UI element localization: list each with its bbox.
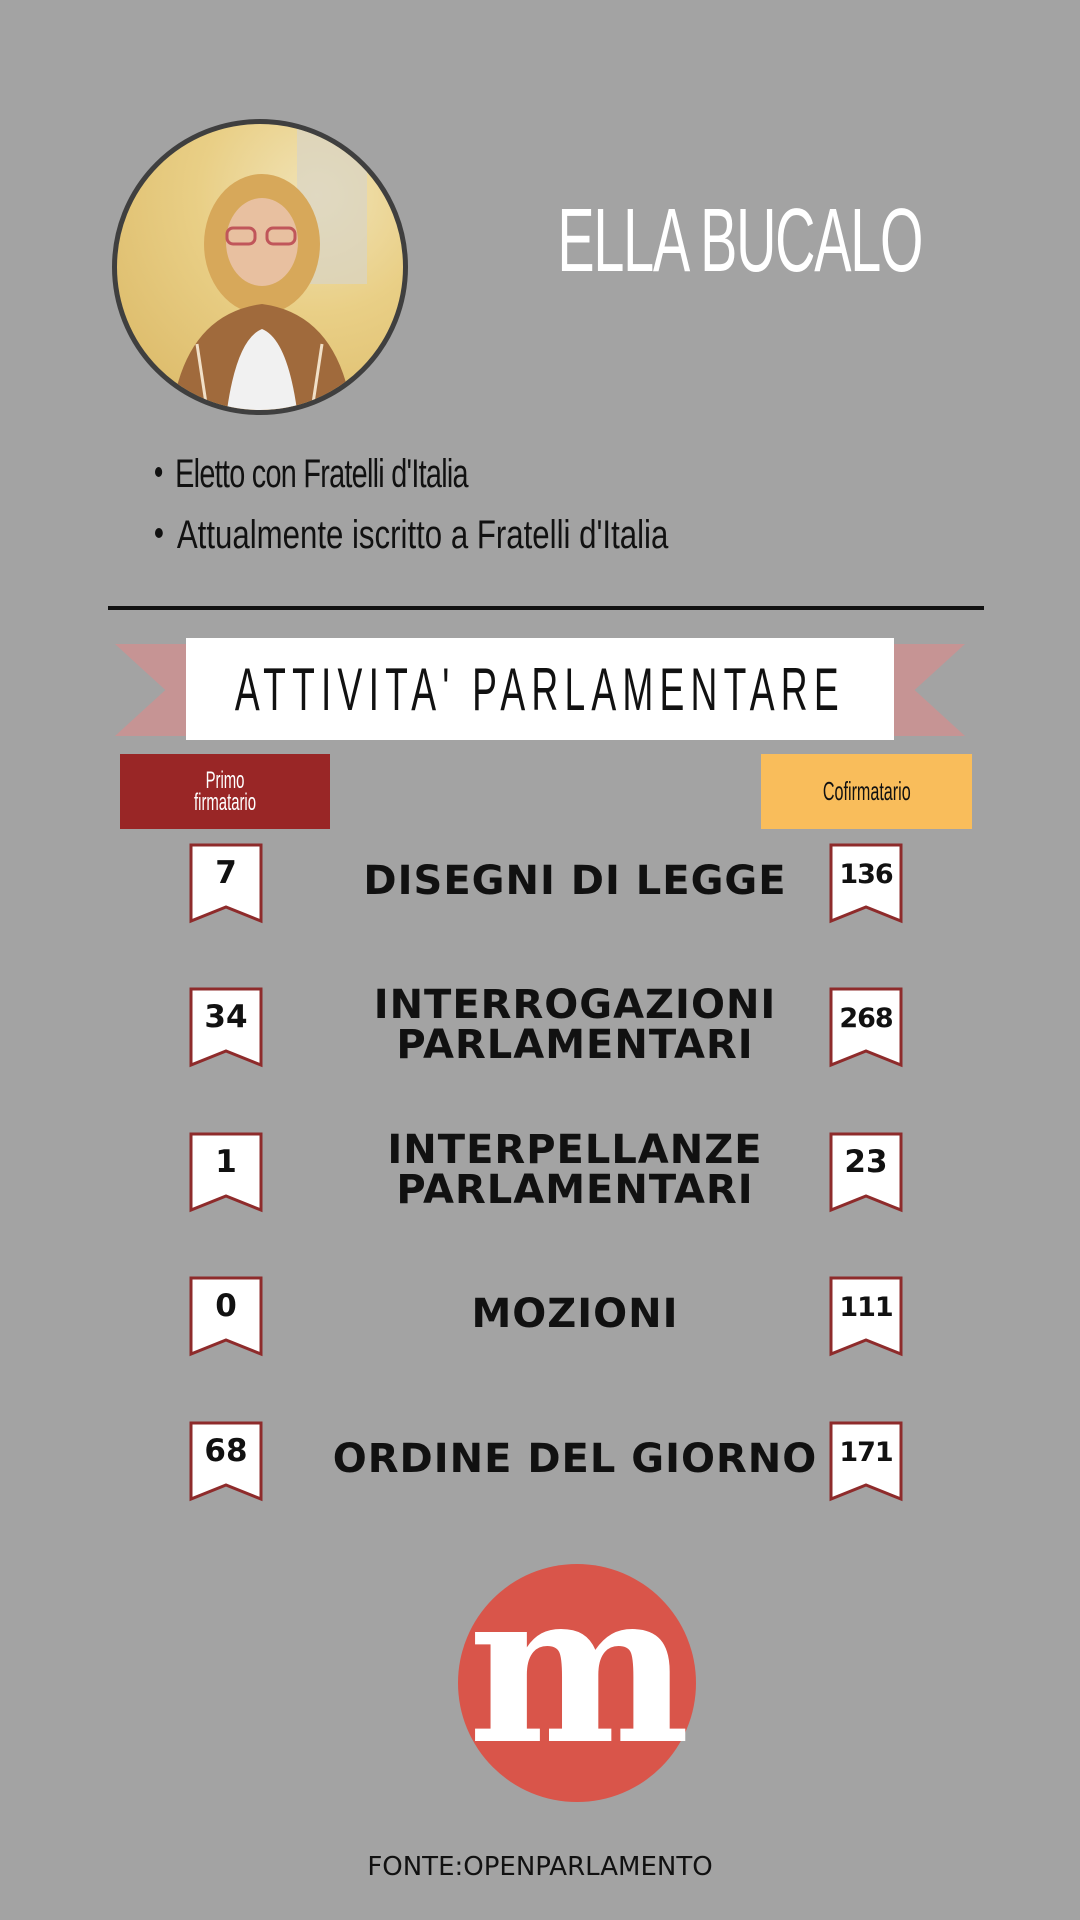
legend-primo-firmatario bbox=[120, 754, 330, 829]
cofirmatario-count-badge bbox=[829, 987, 903, 1069]
activity-label: ORDINE DEL GIORNO bbox=[332, 1436, 818, 1482]
primo-count-badge bbox=[189, 987, 263, 1069]
primo-count-value: 7 bbox=[215, 855, 237, 891]
cofirmatario-count-value: 171 bbox=[839, 1437, 893, 1468]
profile-photo bbox=[112, 119, 408, 415]
legend-cofirmatario-label: Cofirmatario bbox=[822, 776, 911, 806]
bullet-dot-icon bbox=[155, 467, 162, 477]
primo-count-badge bbox=[189, 1132, 263, 1214]
legend-cofirmatario bbox=[761, 754, 972, 829]
primo-count-value: 1 bbox=[215, 1144, 237, 1180]
cofirmatario-count-value: 268 bbox=[839, 1003, 893, 1034]
source-credit: FONTE:OPENPARLAMENTO bbox=[367, 1852, 713, 1882]
primo-count-badge bbox=[189, 1421, 263, 1503]
person-portrait-image bbox=[117, 124, 403, 410]
logo-letter: m bbox=[467, 1544, 687, 1791]
section-title: ATTIVITA' PARLAMENTARE bbox=[235, 655, 845, 723]
bullet-dot-icon bbox=[155, 528, 163, 538]
section-banner bbox=[186, 638, 894, 740]
cofirmatario-count-badge bbox=[829, 1276, 903, 1358]
divider bbox=[108, 606, 984, 610]
primo-count-value: 34 bbox=[204, 999, 248, 1035]
primo-count-value: 68 bbox=[204, 1433, 248, 1469]
bullet-current-party bbox=[155, 515, 668, 555]
cofirmatario-count-value: 111 bbox=[839, 1292, 893, 1323]
activity-label: INTERROGAZIONI PARLAMENTARI bbox=[373, 982, 777, 1068]
cofirmatario-count-badge bbox=[829, 843, 903, 925]
cofirmatario-count-value: 23 bbox=[844, 1144, 888, 1180]
bullet-text: Eletto con Fratelli d'Italia bbox=[175, 452, 468, 496]
primo-count-badge bbox=[189, 843, 263, 925]
cofirmatario-count-badge bbox=[829, 1421, 903, 1503]
bullet-elected-party bbox=[155, 454, 468, 494]
activity-label: DISEGNI DI LEGGE bbox=[363, 858, 787, 904]
primo-count-badge bbox=[189, 1276, 263, 1358]
activity-label: MOZIONI bbox=[471, 1291, 679, 1337]
bullet-text: Attualmente iscritto a Fratelli d'Italia bbox=[176, 513, 669, 557]
activity-label: INTERPELLANZE PARLAMENTARI bbox=[387, 1127, 763, 1213]
primo-count-value: 0 bbox=[215, 1288, 237, 1324]
cofirmatario-count-badge bbox=[829, 1132, 903, 1214]
politician-name: ELLA BUCALO bbox=[557, 191, 923, 291]
legend-primo-label: Primo firmatario bbox=[193, 766, 257, 816]
publisher-logo bbox=[458, 1544, 696, 1802]
cofirmatario-count-value: 136 bbox=[839, 859, 893, 890]
